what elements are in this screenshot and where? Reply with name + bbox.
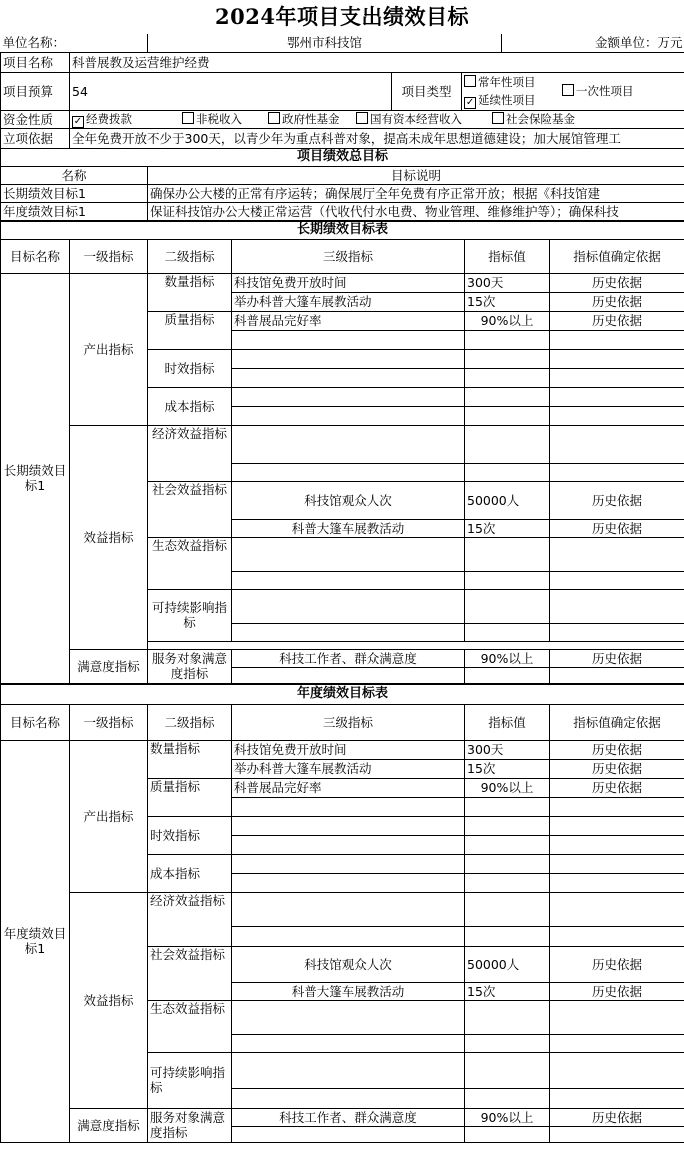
annual-section-title: 年度绩效目标表: [1, 684, 684, 704]
longterm-header-row: [1, 239, 684, 273]
quantity-indicator: 数量指标: [148, 273, 232, 311]
service-satisfaction-indicator: 服务对象满意度指标: [148, 649, 232, 683]
fund-option-appropriation[interactable]: ✓ 经费拨款: [73, 112, 132, 127]
social-indicator: 社会效益指标: [148, 946, 232, 1000]
cost-indicator: 成本指标: [148, 854, 232, 892]
project-budget-label: 项目预算: [1, 72, 70, 110]
l3-basis: 历史依据: [550, 481, 684, 519]
l3-name: 科技馆观众人次: [232, 946, 465, 982]
quality-indicator: 质量指标: [148, 778, 232, 816]
social-indicator: 社会效益指标: [148, 481, 232, 537]
l3-name: 科技馆观众人次: [232, 481, 465, 519]
project-info-table: [0, 34, 684, 221]
checkbox-icon[interactable]: [464, 75, 476, 87]
fund-type-options: [70, 110, 684, 128]
l3-name: 科技馆免费开放时间: [232, 273, 465, 292]
overall-row-annual: [1, 202, 684, 220]
col-target: 目标名称: [1, 704, 70, 740]
l3-value: 90%以上: [465, 778, 550, 797]
l3-name: 举办科普大篷车展教活动: [232, 759, 465, 778]
l3-basis: 历史依据: [550, 778, 684, 797]
page-title: 2024年项目支出绩效目标: [215, 4, 469, 29]
l3-value: 15次: [465, 292, 550, 311]
target-name: 年度绩效目标1: [1, 740, 70, 1142]
annual-header-row: [1, 704, 684, 740]
checkbox-icon[interactable]: [356, 112, 368, 124]
l3-value: 15次: [465, 519, 550, 537]
col-l1: 一级指标: [70, 239, 148, 273]
output-indicator: 产出指标: [70, 273, 148, 425]
ecology-indicator: 生态效益指标: [148, 1000, 232, 1052]
economic-indicator: 经济效益指标: [148, 892, 232, 946]
l3-basis: 历史依据: [550, 292, 684, 311]
l3-value: 90%以上: [465, 311, 550, 330]
l3-value: 50000人: [465, 946, 550, 982]
annual-target-table: [0, 684, 684, 1143]
l3-name: 举办科普大篷车展教活动: [232, 292, 465, 311]
checkbox-icon[interactable]: [182, 112, 194, 124]
col-target: 目标名称: [1, 239, 70, 273]
l3-basis: 历史依据: [550, 649, 684, 667]
longterm-target-table: [0, 221, 684, 684]
benefit-indicator: 效益指标: [70, 892, 148, 1108]
col-basis: 指标值确定依据: [550, 239, 684, 273]
unit-label: 单位名称：: [1, 34, 148, 52]
l3-value: 15次: [465, 982, 550, 1000]
overall-desc: 保证科技馆办公大楼正常运营（代收代付水电费、物业管理、维修维护等）；确保科技: [148, 202, 684, 220]
l3-name: 科技工作者、群众满意度: [232, 649, 465, 667]
project-type-options: [462, 72, 684, 110]
overall-col-name: 名称: [1, 166, 148, 184]
col-basis: 指标值确定依据: [550, 704, 684, 740]
longterm-section-title: 长期绩效目标表: [1, 221, 684, 239]
l3-basis: 历史依据: [550, 311, 684, 330]
l3-value: 90%以上: [465, 649, 550, 667]
project-basis-value: 全年免费开放不少于300天，以青少年为重点科普对象，提高未成年思想道德建设；加大展馆管理工: [70, 128, 684, 148]
project-name-label: 项目名称: [1, 52, 70, 72]
overall-name: 年度绩效目标1: [1, 202, 148, 220]
l3-value: 300天: [465, 273, 550, 292]
l3-name: 科普展品完好率: [232, 311, 465, 330]
l3-basis: 历史依据: [550, 759, 684, 778]
l3-basis: 历史依据: [550, 273, 684, 292]
timeliness-indicator: 时效指标: [148, 349, 232, 387]
col-value: 指标值: [465, 704, 550, 740]
sustain-indicator: 可持续影响指标: [148, 1052, 232, 1108]
col-l3: 三级指标: [232, 704, 465, 740]
fund-option-nontax[interactable]: 非税收入: [182, 111, 250, 127]
timeliness-indicator: 时效指标: [148, 816, 232, 854]
satisfaction-indicator: 满意度指标: [70, 649, 148, 683]
quantity-indicator: 数量指标: [148, 740, 232, 778]
ecology-indicator: 生态效益指标: [148, 537, 232, 589]
checkbox-icon[interactable]: [492, 112, 504, 124]
type-option-regular[interactable]: 常年性项目: [464, 74, 562, 90]
l3-value: 90%以上: [465, 1108, 550, 1126]
service-satisfaction-indicator: 服务对象满意度指标: [148, 1108, 232, 1142]
fund-option-gov-fund[interactable]: 政府性基金: [268, 111, 338, 127]
col-l2: 二级指标: [148, 704, 232, 740]
project-type-label: 项目类型: [392, 72, 462, 110]
col-l1: 一级指标: [70, 704, 148, 740]
cost-indicator: 成本指标: [148, 387, 232, 425]
target-name: 长期绩效目标1: [1, 273, 70, 683]
overall-name: 长期绩效目标1: [1, 184, 148, 202]
overall-col-desc: 目标说明: [148, 166, 684, 184]
l3-basis: 历史依据: [550, 740, 684, 759]
economic-indicator: 经济效益指标: [148, 425, 232, 481]
col-l2: 二级指标: [148, 239, 232, 273]
overall-section-title: 项目绩效总目标: [1, 148, 684, 166]
fund-option-social-insurance[interactable]: 社会保险基金: [492, 111, 575, 127]
l3-name: 科普大篷车展教活动: [232, 519, 465, 537]
l3-name: 科技馆免费开放时间: [232, 740, 465, 759]
amount-unit: 金额单位：万元: [502, 34, 684, 52]
type-option-continuing[interactable]: ✓ 延续性项目: [465, 92, 536, 108]
benefit-indicator: 效益指标: [70, 425, 148, 649]
fund-option-state-capital[interactable]: 国有资本经营收入: [356, 111, 474, 127]
l3-value: 300天: [465, 740, 550, 759]
l3-name: 科普展品完好率: [232, 778, 465, 797]
project-budget-value: 54: [70, 72, 392, 110]
col-l3: 三级指标: [232, 239, 465, 273]
quality-indicator: 质量指标: [148, 311, 232, 349]
col-value: 指标值: [465, 239, 550, 273]
l3-name: 科普大篷车展教活动: [232, 982, 465, 1000]
checkbox-checked-icon[interactable]: ✓: [73, 116, 83, 127]
project-basis-label: 立项依据: [1, 128, 70, 148]
type-option-onetime[interactable]: 一次性项目: [562, 83, 634, 99]
project-name-value: 科普展教及运营维护经费: [70, 52, 684, 72]
l3-value: 15次: [465, 759, 550, 778]
l3-basis: 历史依据: [550, 519, 684, 537]
checkbox-icon[interactable]: [562, 84, 574, 96]
output-indicator: 产出指标: [70, 740, 148, 892]
unit-value: 鄂州市科技馆: [148, 34, 502, 52]
l3-basis: 历史依据: [550, 982, 684, 1000]
fund-type-label: 资金性质: [1, 110, 70, 128]
checkbox-icon[interactable]: [268, 112, 280, 124]
checkbox-checked-icon[interactable]: ✓: [465, 96, 475, 108]
l3-value: 50000人: [465, 481, 550, 519]
satisfaction-indicator: 满意度指标: [70, 1108, 148, 1142]
overall-row-longterm: [1, 184, 684, 202]
l3-basis: 历史依据: [550, 1108, 684, 1126]
sustain-indicator: 可持续影响指标: [148, 589, 232, 641]
l3-basis: 历史依据: [550, 946, 684, 982]
l3-name: 科技工作者、群众满意度: [232, 1108, 465, 1126]
overall-desc: 确保办公大楼的正常有序运转；确保展厅全年免费有序正常开放；根据《科技馆建: [148, 184, 684, 202]
